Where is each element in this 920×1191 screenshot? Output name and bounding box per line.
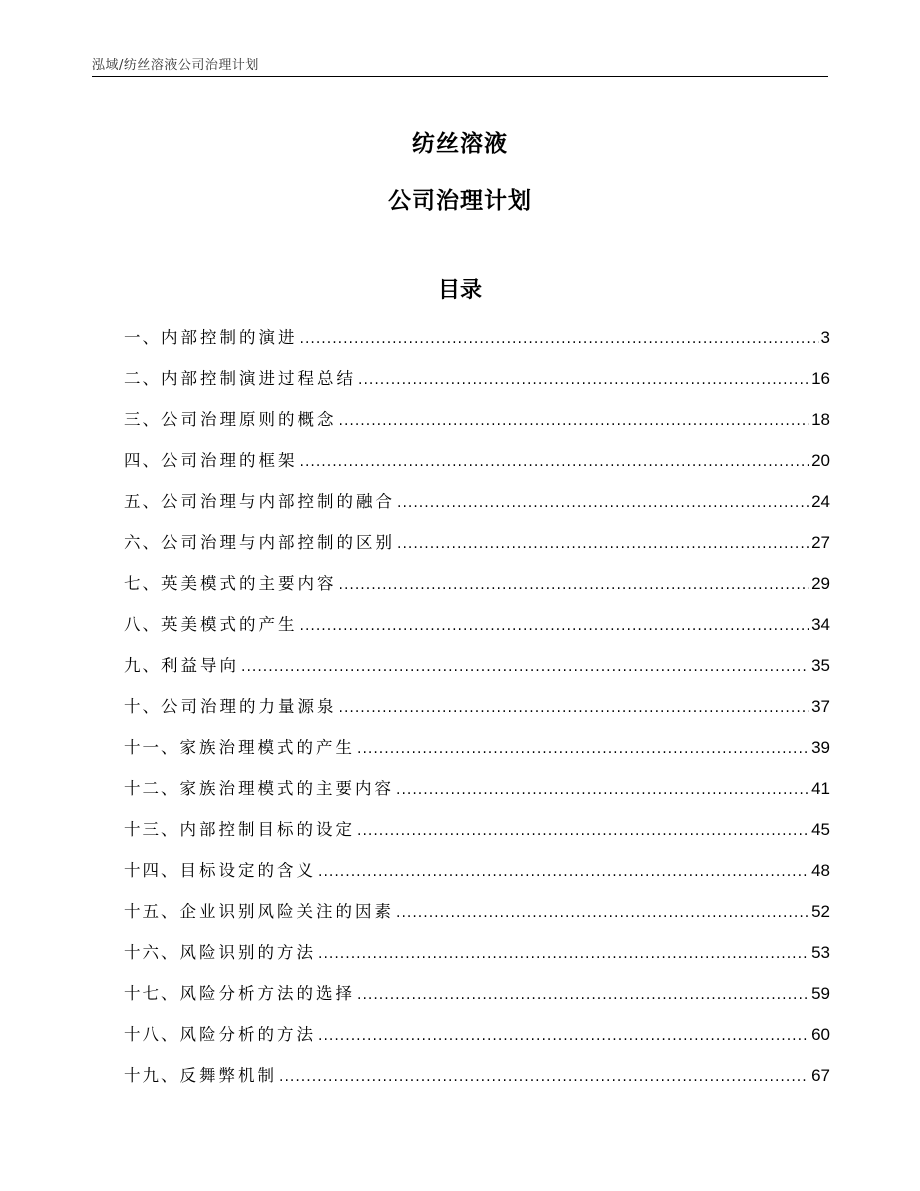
toc-heading: 目录 xyxy=(437,278,482,303)
toc-entry[interactable] xyxy=(124,771,830,812)
toc-dot-leader xyxy=(339,690,810,726)
toc-entry-number: 十四、 xyxy=(124,861,180,880)
document-title: 纺丝溶液 xyxy=(412,131,508,157)
toc-dot-leader xyxy=(318,936,809,972)
toc-entry-title: 风险识别的方法 xyxy=(179,943,316,962)
toc-entry-title: 利益导向 xyxy=(161,656,239,675)
toc-dot-leader xyxy=(300,444,810,480)
toc-entry-page: 18 xyxy=(811,410,830,429)
toc-entry-page: 52 xyxy=(811,902,830,921)
toc-entry-number: 四、 xyxy=(124,451,161,470)
toc-entry[interactable] xyxy=(124,607,830,648)
running-header: 泓域/纺丝溶液公司治理计划 xyxy=(92,58,259,73)
toc-entry-number: 十八、 xyxy=(124,1025,180,1044)
toc-entry[interactable] xyxy=(124,648,830,689)
toc-entry[interactable] xyxy=(124,320,830,361)
toc-entry[interactable] xyxy=(124,1058,830,1099)
toc-entry-page: 37 xyxy=(811,697,830,716)
toc-entry[interactable] xyxy=(124,361,830,402)
toc-entry-title: 英美模式的主要内容 xyxy=(161,574,337,593)
toc-entry[interactable] xyxy=(124,443,830,484)
toc-dot-leader xyxy=(357,731,809,767)
toc-entry-page: 24 xyxy=(811,492,830,511)
toc-entry-page: 45 xyxy=(811,820,830,839)
toc-entry[interactable] xyxy=(124,730,830,771)
toc-entry-title: 风险分析的方法 xyxy=(179,1025,316,1044)
toc-entry-number: 十一、 xyxy=(124,738,180,757)
toc-entry-number: 十六、 xyxy=(124,943,180,962)
toc-entry-page: 48 xyxy=(811,861,830,880)
toc-entry-page: 29 xyxy=(811,574,830,593)
toc-entry[interactable] xyxy=(124,976,830,1017)
toc-entry[interactable] xyxy=(124,894,830,935)
toc-entry-page: 34 xyxy=(811,615,830,634)
toc-entry-title: 内部控制目标的设定 xyxy=(179,820,355,839)
toc-entry-page: 20 xyxy=(811,451,830,470)
toc-entry-page: 39 xyxy=(811,738,830,757)
toc-entry-page: 16 xyxy=(811,369,830,388)
toc-entry[interactable] xyxy=(124,566,830,607)
toc-entry-title: 家族治理模式的主要内容 xyxy=(179,779,394,798)
table-of-contents xyxy=(124,320,830,1099)
toc-entry[interactable] xyxy=(124,1017,830,1058)
toc-entry-title: 公司治理与内部控制的区别 xyxy=(161,533,395,552)
toc-entry[interactable] xyxy=(124,812,830,853)
toc-dot-leader xyxy=(300,608,810,644)
toc-entry-number: 十五、 xyxy=(124,902,180,921)
toc-entry-title: 风险分析方法的选择 xyxy=(179,984,355,1003)
toc-entry[interactable] xyxy=(124,402,830,443)
toc-dot-leader xyxy=(279,1059,809,1095)
toc-entry-number: 九、 xyxy=(124,656,161,675)
toc-dot-leader xyxy=(397,485,809,521)
toc-dot-leader xyxy=(397,526,809,562)
toc-entry-title: 目标设定的含义 xyxy=(179,861,316,880)
toc-entry-number: 一、 xyxy=(124,328,161,347)
toc-entry[interactable] xyxy=(124,484,830,525)
toc-dot-leader xyxy=(358,362,809,398)
document-subtitle: 公司治理计划 xyxy=(388,188,532,214)
toc-entry-number: 七、 xyxy=(124,574,161,593)
toc-entry-title: 公司治理的力量源泉 xyxy=(161,697,337,716)
toc-dot-leader xyxy=(318,1018,809,1054)
toc-entry-number: 五、 xyxy=(124,492,161,511)
toc-entry-page: 53 xyxy=(811,943,830,962)
toc-entry-title: 企业识别风险关注的因素 xyxy=(179,902,394,921)
toc-entry-page: 60 xyxy=(811,1025,830,1044)
toc-entry[interactable] xyxy=(124,525,830,566)
toc-dot-leader xyxy=(318,854,809,890)
toc-entry-number: 八、 xyxy=(124,615,161,634)
toc-dot-leader xyxy=(357,813,809,849)
toc-entry-title: 内部控制演进过程总结 xyxy=(161,369,356,388)
header-divider xyxy=(92,76,828,77)
toc-entry[interactable] xyxy=(124,935,830,976)
toc-entry-number: 十二、 xyxy=(124,779,180,798)
toc-dot-leader xyxy=(339,567,810,603)
toc-dot-leader xyxy=(396,772,809,808)
toc-entry-title: 公司治理原则的概念 xyxy=(161,410,337,429)
toc-entry-title: 公司治理与内部控制的融合 xyxy=(161,492,395,511)
toc-entry-page: 27 xyxy=(811,533,830,552)
toc-entry[interactable] xyxy=(124,689,830,730)
toc-entry-number: 十七、 xyxy=(124,984,180,1003)
toc-entry-title: 公司治理的框架 xyxy=(161,451,298,470)
toc-dot-leader xyxy=(396,895,809,931)
toc-entry-title: 反舞弊机制 xyxy=(179,1066,277,1085)
toc-entry-number: 三、 xyxy=(124,410,161,429)
toc-dot-leader xyxy=(339,403,810,439)
toc-entry-number: 十九、 xyxy=(124,1066,180,1085)
toc-entry-title: 内部控制的演进 xyxy=(161,328,298,347)
toc-entry-number: 六、 xyxy=(124,533,161,552)
toc-entry-number: 二、 xyxy=(124,369,161,388)
toc-entry-page: 59 xyxy=(811,984,830,1003)
toc-entry-page: 3 xyxy=(820,328,830,347)
toc-entry-number: 十、 xyxy=(124,697,161,716)
toc-entry-title: 英美模式的产生 xyxy=(161,615,298,634)
toc-entry-page: 41 xyxy=(811,779,830,798)
toc-dot-leader xyxy=(357,977,809,1013)
toc-entry-number: 十三、 xyxy=(124,820,180,839)
toc-entry[interactable] xyxy=(124,853,830,894)
toc-dot-leader xyxy=(241,649,809,685)
toc-dot-leader xyxy=(300,321,819,357)
toc-entry-page: 35 xyxy=(811,656,830,675)
toc-entry-title: 家族治理模式的产生 xyxy=(179,738,355,757)
toc-entry-page: 67 xyxy=(811,1066,830,1085)
